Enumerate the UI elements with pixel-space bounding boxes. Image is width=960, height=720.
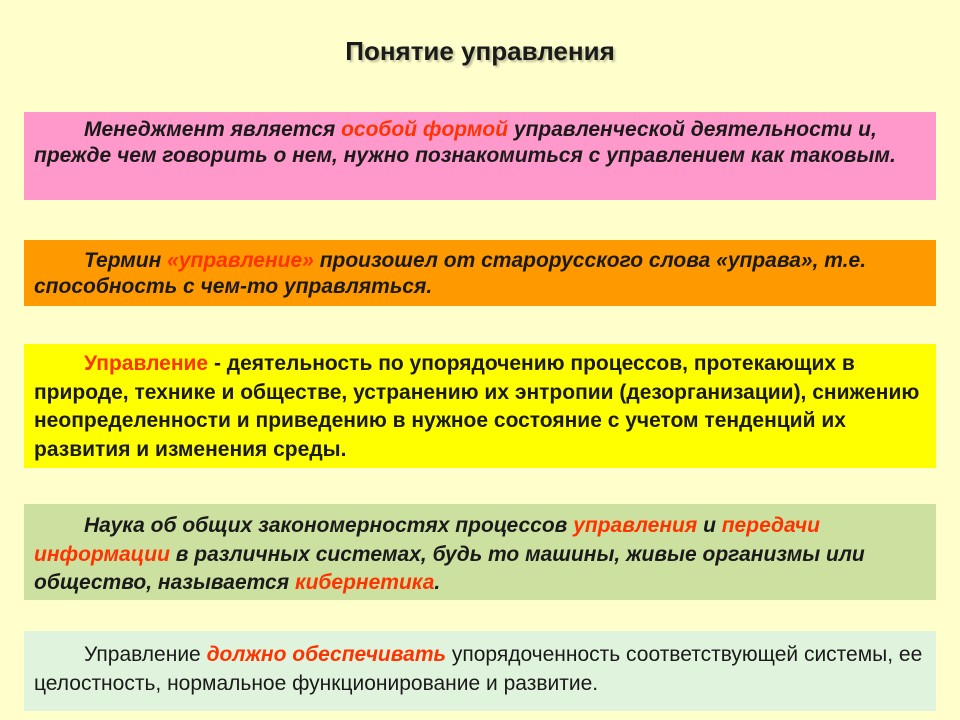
highlight-must-ensure: должно обеспечивать bbox=[206, 643, 446, 666]
cybernetics-box bbox=[24, 504, 936, 600]
term-origin-text: Термин «управление» произошел от старорусского слова «управа», т.е. способность с чем-то управляться. bbox=[34, 249, 867, 298]
control-definition-box bbox=[24, 344, 936, 468]
page-title: Понятие управления bbox=[345, 36, 615, 66]
highlight-special-form: особой формой bbox=[341, 118, 509, 141]
highlight-control: Управление bbox=[84, 352, 209, 375]
management-definition-text: Менеджмент является особой формой управленческой деятельности и, прежде чем говорить о нем, нужно познакомиться с управлением как таковым. bbox=[34, 118, 896, 167]
management-definition-box bbox=[24, 112, 936, 200]
control-definition-text: Управление - деятельность по упорядочению процессов, протекающих в природе, технике и обществе, устранению их энтропии (дезорганизации), снижению неопределенности и приведению в нужное состояние с учетом тенденций их развития и изменения среды. bbox=[34, 352, 920, 461]
highlight-info-transfer: передачи информации bbox=[34, 514, 820, 566]
highlight-term: «управление» bbox=[167, 249, 314, 272]
highlight-control-genitive: управления bbox=[573, 514, 698, 537]
highlight-cybernetics: кибернетика bbox=[294, 571, 435, 594]
control-purpose-box bbox=[24, 631, 936, 711]
cybernetics-text: Наука об общих закономерностях процессов управления и передачи информации в различных системах, будь то машины, живые организмы или общество, называется кибернетика. bbox=[34, 514, 865, 594]
term-origin-box bbox=[24, 240, 936, 306]
control-purpose-text: Управление должно обеспечивать упорядоченность соответствующей системы, ее целостность, нормальное функционирование и развитие. bbox=[34, 643, 923, 695]
